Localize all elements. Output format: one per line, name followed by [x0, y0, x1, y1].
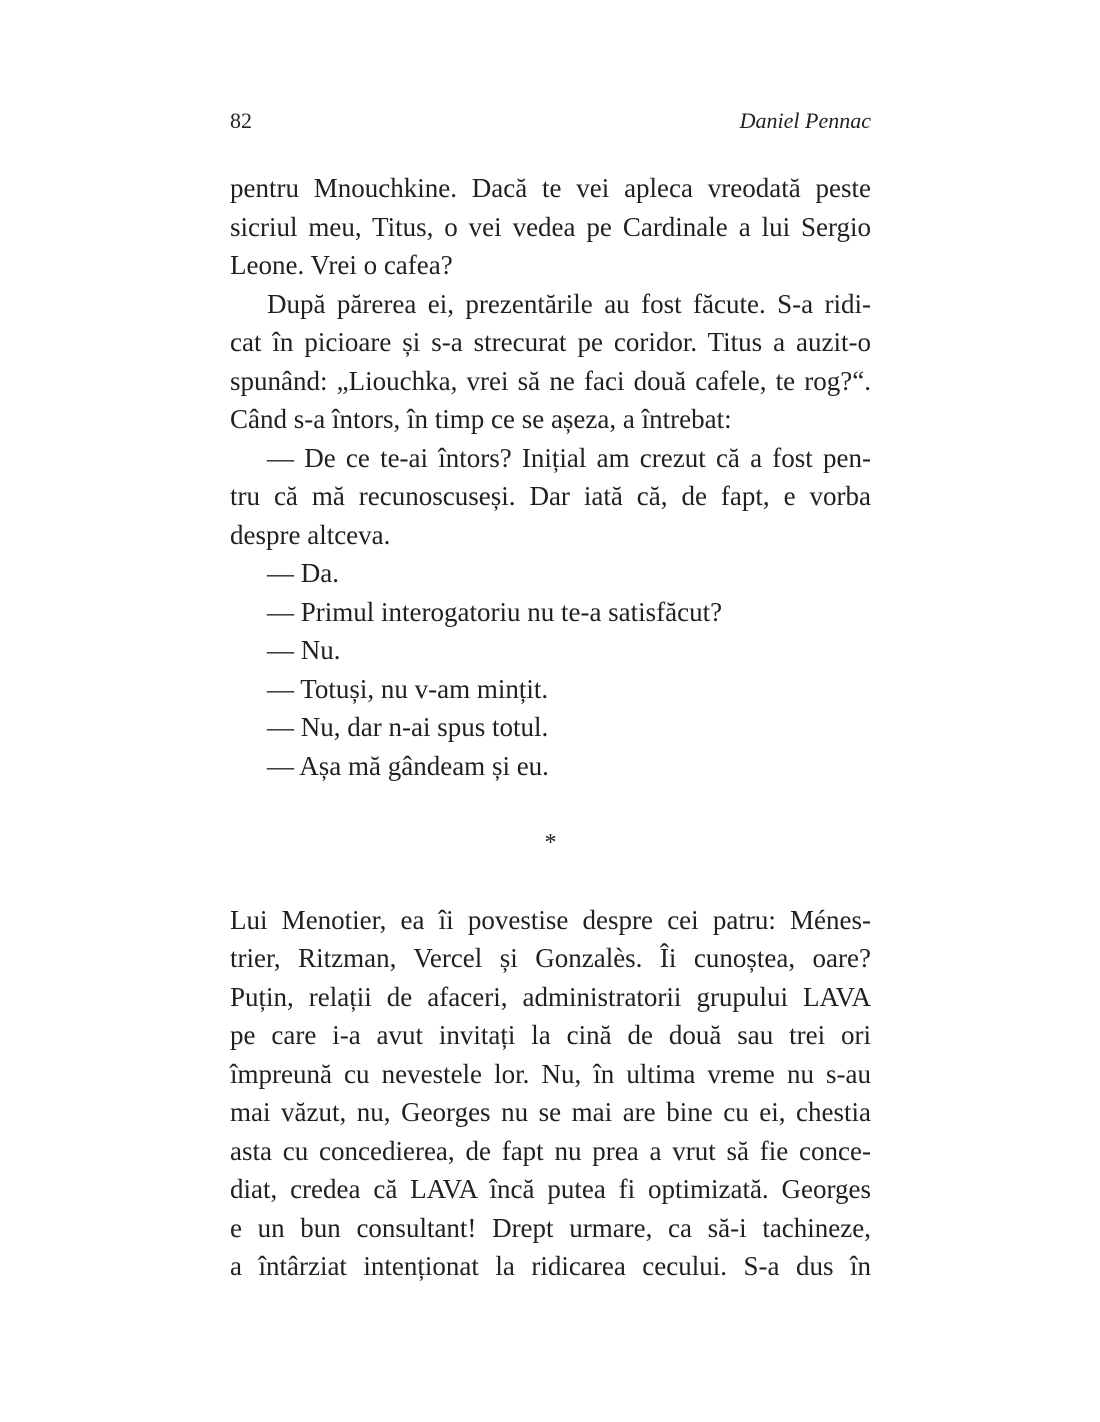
- page-number: 82: [230, 108, 252, 133]
- text-line: trier, Ritzman, Vercel și Gonzalès. Îi cunoștea, oare?: [230, 943, 871, 973]
- paragraph: [230, 747, 871, 786]
- section-separator: *: [544, 829, 557, 856]
- text-line: pentru Mnouchkine. Dacă te vei apleca vreodată peste: [230, 173, 871, 203]
- paragraph: [230, 169, 871, 285]
- text-line: Când s-a întors, în timp ce se așeza, a întrebat:: [230, 404, 732, 434]
- paragraph: [230, 708, 871, 747]
- section-gap: [230, 862, 871, 901]
- section-gap: [230, 785, 871, 824]
- paragraph: [230, 670, 871, 709]
- text-line: pe care i-a avut invitați la cină de două sau trei ori: [230, 1020, 871, 1050]
- text-line: cat în picioare și s-a strecurat pe coridor. Titus a auzit-o: [230, 327, 871, 357]
- text-line: — Așa mă gândeam și eu.: [267, 750, 549, 781]
- text-line: împreună cu nevestele lor. Nu, în ultima vreme nu s-au: [230, 1058, 871, 1089]
- text-line: Leone. Vrei o cafea?: [230, 250, 453, 280]
- paragraph: [230, 593, 871, 632]
- text-line: asta cu concedierea, de fapt nu prea a vrut să fie conce-: [230, 1135, 871, 1166]
- text-line: mai văzut, nu, Georges nu se mai are bine cu ei, chestia: [230, 1097, 871, 1127]
- text-line: — Nu.: [267, 635, 341, 665]
- text-line: Lui Menotier, ea îi povestise despre cei patru: Ménes-: [230, 904, 871, 935]
- paragraph: [230, 285, 871, 439]
- text-line: — Totuși, nu v-am mințit.: [267, 673, 549, 704]
- text-after-separator: [230, 901, 871, 1286]
- paragraph: [230, 631, 871, 670]
- text-line: despre altceva.: [230, 519, 391, 550]
- text-line: e un bun consultant! Drept urmare, ca să-i tachineze,: [230, 1212, 871, 1243]
- text-line: tru că mă recunoscuseși. Dar iată că, de fapt, e vorba: [230, 481, 871, 511]
- text-line: a întârziat intenționat la ridicarea cecului. S-a dus în: [230, 1251, 871, 1281]
- text-line: diat, credea că LAVA încă putea fi optimizată. Georges: [230, 1174, 871, 1204]
- text-line: Puțin, relații de afaceri, administratorii grupului LAVA: [230, 981, 871, 1012]
- paragraph: [230, 439, 871, 555]
- paragraph: [230, 901, 871, 1286]
- paragraph: [230, 554, 871, 593]
- text-before-separator: [230, 169, 871, 785]
- running-head-author: Daniel Pennac: [739, 108, 871, 133]
- text-line: — Primul interogatoriu nu te-a satisfăcut?: [267, 596, 723, 627]
- text-line: — De ce te-ai întors? Inițial am crezut că a fost pen-: [267, 442, 871, 473]
- body-text: [230, 169, 871, 1286]
- text-line: spunând: „Liouchka, vrei să ne faci două cafele, te rog?“.: [230, 365, 871, 396]
- text-line: — Da.: [267, 558, 339, 588]
- text-line: După părerea ei, prezentările au fost făcute. S-a ridi-: [267, 288, 871, 319]
- page-header: [230, 106, 871, 136]
- text-line: sicriul meu, Titus, o vei vedea pe Cardinale a lui Sergio: [230, 211, 871, 242]
- text-line: — Nu, dar n-ai spus totul.: [267, 712, 549, 742]
